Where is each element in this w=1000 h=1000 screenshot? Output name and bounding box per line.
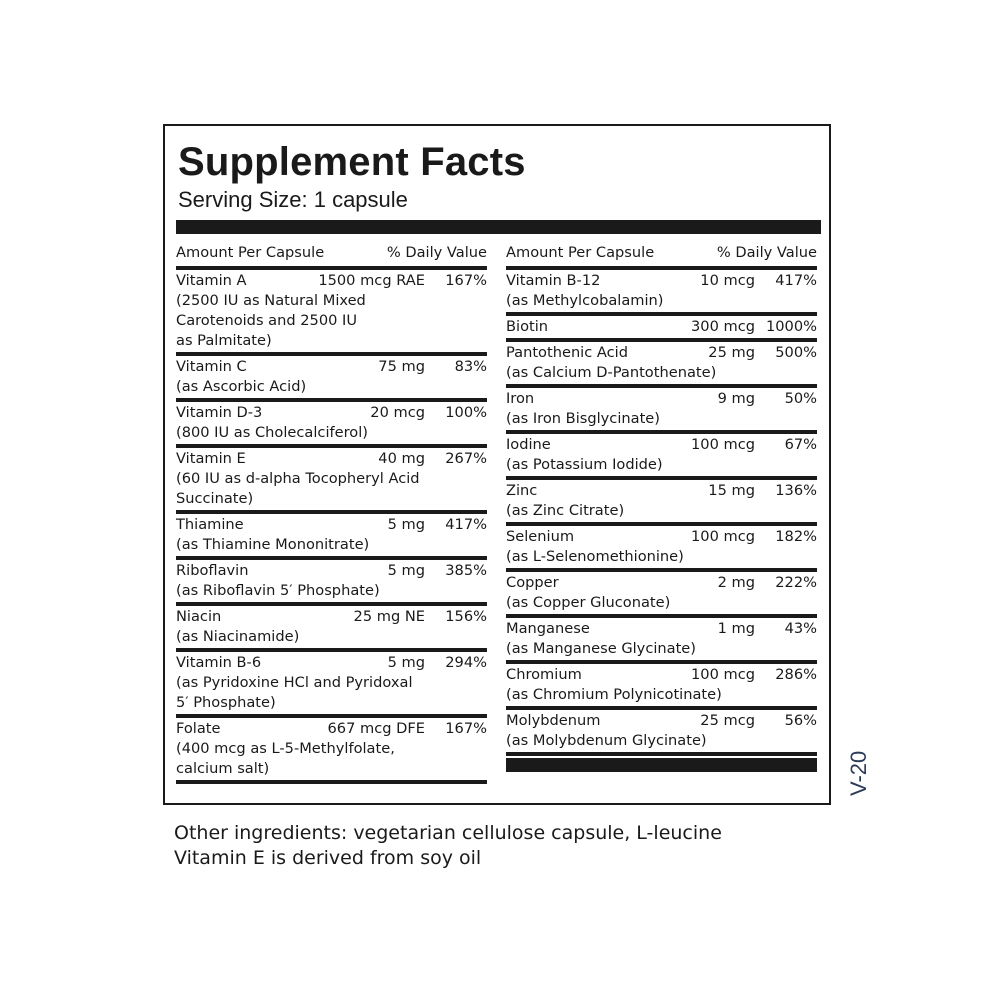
nutrient-amount: 5 mg xyxy=(387,516,425,533)
nutrient-row xyxy=(176,652,487,718)
nutrient-row-main xyxy=(506,343,817,363)
nutrient-source: (as Zinc Citrate) xyxy=(506,502,625,519)
nutrient-source: (as Chromium Polynicotinate) xyxy=(506,686,722,703)
nutrient-daily-value: 83% xyxy=(454,358,487,375)
nutrient-row-main xyxy=(506,317,817,337)
nutrient-row-main xyxy=(176,449,487,469)
daily-value-header: % Daily Value xyxy=(716,244,817,261)
nutrient-row xyxy=(176,514,487,560)
nutrient-source: (60 IU as d-alpha Tocopheryl Acid xyxy=(176,470,420,487)
amount-header: Amount Per Capsule xyxy=(176,244,325,261)
nutrient-source: (as Riboflavin 5′ Phosphate) xyxy=(176,582,380,599)
nutrient-source: (as Niacinamide) xyxy=(176,628,300,645)
nutrient-row xyxy=(506,480,817,526)
nutrient-row xyxy=(506,572,817,618)
nutrient-daily-value: 156% xyxy=(445,608,487,625)
nutrient-daily-value: 267% xyxy=(445,450,487,467)
nutrient-row-main xyxy=(506,619,817,639)
nutrient-daily-value: 56% xyxy=(784,712,817,729)
nutrient-daily-value: 417% xyxy=(445,516,487,533)
nutrient-row-main xyxy=(506,711,817,731)
nutrient-amount: 75 mg xyxy=(378,358,425,375)
serving-size: Serving Size: 1 capsule xyxy=(178,187,408,212)
nutrient-amount: 25 mcg xyxy=(700,712,755,729)
nutrient-row xyxy=(176,356,487,402)
nutrient-amount: 100 mcg xyxy=(691,528,755,545)
other-ingredients-block xyxy=(174,821,722,871)
nutrient-daily-value: 167% xyxy=(445,720,487,737)
nutrient-row xyxy=(176,560,487,606)
nutrient-source: (as Molybdenum Glycinate) xyxy=(506,732,707,749)
nutrient-source: (as Potassium Iodide) xyxy=(506,456,663,473)
right-rows xyxy=(506,270,817,756)
nutrient-name: Folate xyxy=(176,720,221,737)
nutrient-amount: 1 mg xyxy=(717,620,755,637)
nutrient-name: Manganese xyxy=(506,620,590,637)
amount-header: Amount Per Capsule xyxy=(506,244,655,261)
left-rows xyxy=(176,270,487,784)
nutrient-row-main xyxy=(506,665,817,685)
nutrient-name: Zinc xyxy=(506,482,538,499)
nutrient-row xyxy=(176,718,487,784)
right-column-header xyxy=(506,240,817,270)
nutrient-amount: 100 mcg xyxy=(691,666,755,683)
nutrient-name: Thiamine xyxy=(176,516,244,533)
nutrient-daily-value: 286% xyxy=(775,666,817,683)
nutrient-source: 5′ Phosphate) xyxy=(176,694,276,711)
nutrient-source: (800 IU as Cholecalciferol) xyxy=(176,424,368,441)
nutrient-name: Vitamin E xyxy=(176,450,246,467)
nutrient-daily-value: 182% xyxy=(775,528,817,545)
nutrient-row xyxy=(506,316,817,342)
nutrient-name: Copper xyxy=(506,574,559,591)
nutrient-row xyxy=(176,448,487,514)
nutrient-daily-value: 43% xyxy=(784,620,817,637)
nutrient-name: Iron xyxy=(506,390,535,407)
nutrient-row xyxy=(506,342,817,388)
nutrient-amount: 40 mg xyxy=(378,450,425,467)
nutrient-daily-value: 222% xyxy=(775,574,817,591)
nutrient-row xyxy=(506,618,817,664)
nutrient-row-main xyxy=(176,607,487,627)
nutrient-row xyxy=(176,402,487,448)
nutrient-name: Riboflavin xyxy=(176,562,249,579)
nutrient-daily-value: 385% xyxy=(445,562,487,579)
nutrient-daily-value: 136% xyxy=(775,482,817,499)
nutrient-source: Carotenoids and 2500 IU xyxy=(176,312,358,329)
nutrient-amount: 300 mcg xyxy=(691,318,755,335)
nutrient-source: as Palmitate) xyxy=(176,332,272,349)
nutrient-source: (as Copper Gluconate) xyxy=(506,594,671,611)
daily-value-header: % Daily Value xyxy=(386,244,487,261)
supplement-facts-panel xyxy=(163,124,831,805)
soy-note: Vitamin E is derived from soy oil xyxy=(174,847,482,869)
nutrient-source: (2500 IU as Natural Mixed xyxy=(176,292,366,309)
nutrient-name: Selenium xyxy=(506,528,575,545)
left-nutrient-column xyxy=(176,240,487,784)
nutrient-row xyxy=(506,270,817,316)
nutrient-row xyxy=(506,434,817,480)
nutrient-row xyxy=(176,606,487,652)
nutrient-row-main xyxy=(506,481,817,501)
nutrient-name: Iodine xyxy=(506,436,551,453)
nutrient-amount: 25 mg xyxy=(708,344,755,361)
nutrient-source: (400 mcg as L-5-Methylfolate, xyxy=(176,740,395,757)
nutrient-amount: 5 mg xyxy=(387,562,425,579)
nutrient-name: Vitamin B-6 xyxy=(176,654,262,671)
nutrient-amount: 667 mcg DFE xyxy=(327,720,425,737)
nutrient-daily-value: 417% xyxy=(775,272,817,289)
nutrient-source: calcium salt) xyxy=(176,760,270,777)
top-divider-bar xyxy=(176,220,821,234)
nutrient-source: (as Thiamine Mononitrate) xyxy=(176,536,370,553)
nutrient-row-main xyxy=(506,389,817,409)
nutrient-row-main xyxy=(176,357,487,377)
nutrient-name: Pantothenic Acid xyxy=(506,344,628,361)
left-column-header xyxy=(176,240,487,270)
nutrient-row-main xyxy=(176,653,487,673)
nutrient-name: Vitamin C xyxy=(176,358,247,375)
nutrient-row-main xyxy=(506,573,817,593)
nutrient-daily-value: 294% xyxy=(445,654,487,671)
nutrient-row-main xyxy=(176,403,487,423)
nutrient-row xyxy=(176,270,487,356)
nutrient-name: Vitamin B-12 xyxy=(506,272,601,289)
nutrient-row xyxy=(506,664,817,710)
label-title: Supplement Facts xyxy=(178,140,526,184)
nutrient-daily-value: 50% xyxy=(784,390,817,407)
nutrient-amount: 15 mg xyxy=(708,482,755,499)
nutrient-source: (as Pyridoxine HCl and Pyridoxal xyxy=(176,674,413,691)
nutrient-source: (as Ascorbic Acid) xyxy=(176,378,307,395)
bottom-divider-bar xyxy=(506,758,817,772)
nutrient-row-main xyxy=(506,527,817,547)
nutrient-row-main xyxy=(176,561,487,581)
nutrient-source: (as Calcium D-Pantothenate) xyxy=(506,364,717,381)
nutrient-source: (as Manganese Glycinate) xyxy=(506,640,696,657)
nutrient-row xyxy=(506,710,817,756)
right-nutrient-column xyxy=(506,240,817,772)
nutrient-daily-value: 67% xyxy=(784,436,817,453)
nutrient-source: (as L-Selenomethionine) xyxy=(506,548,684,565)
nutrient-amount: 10 mcg xyxy=(700,272,755,289)
nutrient-amount: 9 mg xyxy=(717,390,755,407)
nutrient-row-main xyxy=(506,435,817,455)
nutrient-daily-value: 500% xyxy=(775,344,817,361)
nutrient-source: Succinate) xyxy=(176,490,254,507)
nutrient-amount: 5 mg xyxy=(387,654,425,671)
nutrient-row-main xyxy=(176,719,487,739)
version-code: V-20 xyxy=(846,750,871,796)
nutrient-daily-value: 100% xyxy=(445,404,487,421)
nutrient-name: Niacin xyxy=(176,608,222,625)
nutrient-name: Biotin xyxy=(506,318,549,335)
nutrient-amount: 100 mcg xyxy=(691,436,755,453)
nutrient-name: Vitamin D-3 xyxy=(176,404,263,421)
other-ingredients: Other ingredients: vegetarian cellulose capsule, L-leucine xyxy=(174,822,722,844)
nutrient-row xyxy=(506,388,817,434)
nutrient-row-main xyxy=(176,271,487,291)
nutrient-row-main xyxy=(506,271,817,291)
nutrient-name: Vitamin A xyxy=(176,272,247,289)
nutrient-row-main xyxy=(176,515,487,535)
nutrient-daily-value: 1000% xyxy=(765,318,817,335)
nutrient-name: Molybdenum xyxy=(506,712,601,729)
nutrient-source: (as Methylcobalamin) xyxy=(506,292,664,309)
nutrient-amount: 1500 mcg RAE xyxy=(318,272,425,289)
nutrient-row xyxy=(506,526,817,572)
nutrient-name: Chromium xyxy=(506,666,582,683)
nutrient-amount: 20 mcg xyxy=(370,404,425,421)
nutrient-daily-value: 167% xyxy=(445,272,487,289)
nutrient-amount: 25 mg NE xyxy=(353,608,425,625)
nutrient-amount: 2 mg xyxy=(717,574,755,591)
nutrient-source: (as Iron Bisglycinate) xyxy=(506,410,660,427)
